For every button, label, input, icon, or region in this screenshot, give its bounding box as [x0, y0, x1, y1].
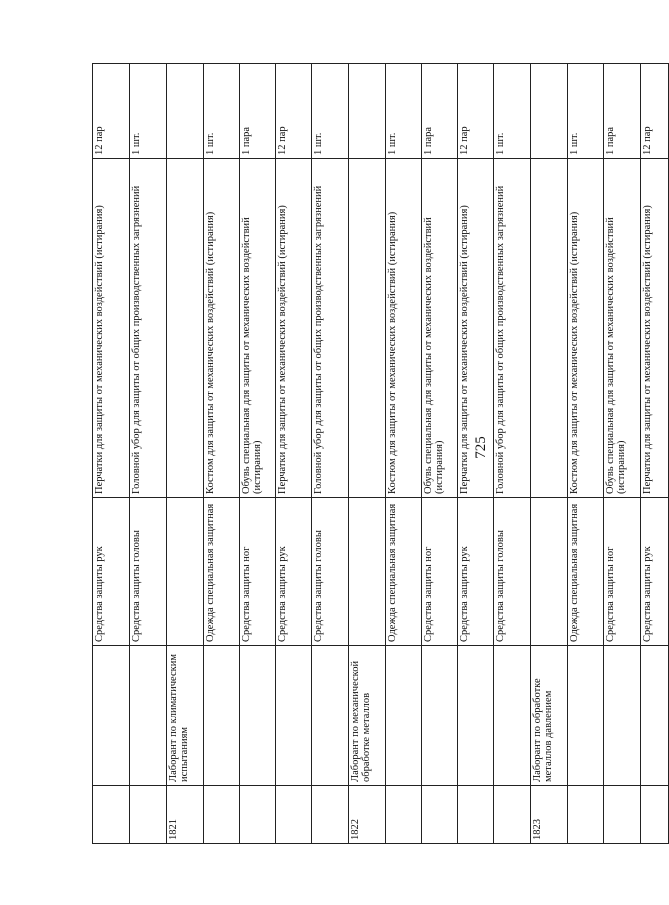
profession-cell: Лаборант по климатическим испытаниям [167, 646, 204, 786]
norm-cell: 1 шт. [130, 64, 167, 159]
norm-cell [349, 64, 386, 159]
ppe-type-cell: Средства защиты ног [240, 498, 276, 646]
profession-cell [204, 646, 240, 786]
ppe-name-cell: Перчатки для защиты от механических воздействий (истирания) [458, 159, 494, 498]
ppe-name-cell: Головной убор для защиты от общих производственных загрязнений [494, 159, 531, 498]
norm-cell: 1 шт. [312, 64, 349, 159]
ppe-name-cell: Перчатки для защиты от механических воздействий (истирания) [276, 159, 312, 498]
table-row [93, 64, 130, 844]
norm-cell [531, 64, 568, 159]
ppe-type-cell [349, 498, 386, 646]
norm-cell: 1 шт. [494, 64, 531, 159]
ppe-type-cell: Средства защиты ног [604, 498, 641, 646]
ppe-type-cell: Средства защиты рук [276, 498, 312, 646]
table-row [130, 64, 167, 844]
profession-cell [312, 646, 349, 786]
norm-cell: 1 пара [604, 64, 641, 159]
profession-cell [276, 646, 312, 786]
row-number-cell [93, 786, 130, 844]
table-row [276, 64, 312, 844]
ppe-name-cell [531, 159, 568, 498]
table-row [312, 64, 349, 844]
row-number-cell: 1823 [531, 786, 568, 844]
profession-cell [130, 646, 167, 786]
ppe-type-cell: Одежда специальная защитная [386, 498, 422, 646]
norm-cell: 1 шт. [204, 64, 240, 159]
table-row [604, 64, 641, 844]
row-number-cell [458, 786, 494, 844]
norm-cell: 1 пара [240, 64, 276, 159]
norm-cell: 1 пара [422, 64, 458, 159]
ppe-name-cell: Перчатки для защиты от механических воздействий (истирания) [641, 159, 669, 498]
profession-cell [641, 646, 669, 786]
table-row [531, 64, 568, 844]
ppe-name-cell: Костюм для защиты от механических воздействий (истирания) [386, 159, 422, 498]
table-row [349, 64, 386, 844]
row-number-cell: 1822 [349, 786, 386, 844]
row-number-cell: 1821 [167, 786, 204, 844]
row-number-cell [422, 786, 458, 844]
ppe-type-cell: Средства защиты рук [93, 498, 130, 646]
profession-cell [604, 646, 641, 786]
ppe-norms-table [92, 63, 669, 844]
norm-cell: 12 пар [276, 64, 312, 159]
row-number-cell [604, 786, 641, 844]
ppe-type-cell [167, 498, 204, 646]
profession-cell [422, 646, 458, 786]
table-body [93, 64, 669, 844]
table-row [494, 64, 531, 844]
row-number-cell [386, 786, 422, 844]
row-number-cell [276, 786, 312, 844]
norm-cell: 1 шт. [568, 64, 604, 159]
row-number-cell [312, 786, 349, 844]
norm-cell: 12 пар [641, 64, 669, 159]
ppe-name-cell: Обувь специальная для защиты от механических воздействий (истирания) [604, 159, 641, 498]
table-row [458, 64, 494, 844]
ppe-type-cell: Средства защиты головы [130, 498, 167, 646]
ppe-name-cell [349, 159, 386, 498]
ppe-name-cell [167, 159, 204, 498]
ppe-type-cell: Одежда специальная защитная [204, 498, 240, 646]
norm-cell: 12 пар [458, 64, 494, 159]
table-row [204, 64, 240, 844]
profession-cell [494, 646, 531, 786]
norm-cell: 12 пар [93, 64, 130, 159]
ppe-type-cell: Средства защиты ног [422, 498, 458, 646]
ppe-name-cell: Обувь специальная для защиты от механических воздействий (истирания) [422, 159, 458, 498]
ppe-name-cell: Головной убор для защиты от общих производственных загрязнений [130, 159, 167, 498]
ppe-name-cell: Костюм для защиты от механических воздействий (истирания) [568, 159, 604, 498]
rotated-table-wrapper [92, 64, 653, 844]
ppe-name-cell: Головной убор для защиты от общих производственных загрязнений [312, 159, 349, 498]
table-row [641, 64, 669, 844]
ppe-name-cell: Костюм для защиты от механических воздействий (истирания) [204, 159, 240, 498]
ppe-type-cell: Средства защиты головы [494, 498, 531, 646]
page-number: 725 [472, 436, 489, 459]
profession-cell [386, 646, 422, 786]
profession-cell [93, 646, 130, 786]
norm-cell [167, 64, 204, 159]
table-row [568, 64, 604, 844]
profession-cell: Лаборант по обработке металлов давлением [531, 646, 568, 786]
ppe-name-cell: Обувь специальная для защиты от механических воздействий (истирания) [240, 159, 276, 498]
ppe-type-cell [531, 498, 568, 646]
ppe-type-cell: Средства защиты головы [312, 498, 349, 646]
norm-cell: 1 шт. [386, 64, 422, 159]
profession-cell [568, 646, 604, 786]
profession-cell [240, 646, 276, 786]
ppe-type-cell: Средства защиты рук [458, 498, 494, 646]
ppe-type-cell: Одежда специальная защитная [568, 498, 604, 646]
row-number-cell [130, 786, 167, 844]
table-row [240, 64, 276, 844]
ppe-name-cell: Перчатки для защиты от механических воздействий (истирания) [93, 159, 130, 498]
table-row [386, 64, 422, 844]
table-row [167, 64, 204, 844]
profession-cell: Лаборант по механической обработке металлов [349, 646, 386, 786]
row-number-cell [494, 786, 531, 844]
row-number-cell [568, 786, 604, 844]
table-row [422, 64, 458, 844]
row-number-cell [240, 786, 276, 844]
row-number-cell [204, 786, 240, 844]
row-number-cell [641, 786, 669, 844]
ppe-type-cell: Средства защиты рук [641, 498, 669, 646]
profession-cell [458, 646, 494, 786]
